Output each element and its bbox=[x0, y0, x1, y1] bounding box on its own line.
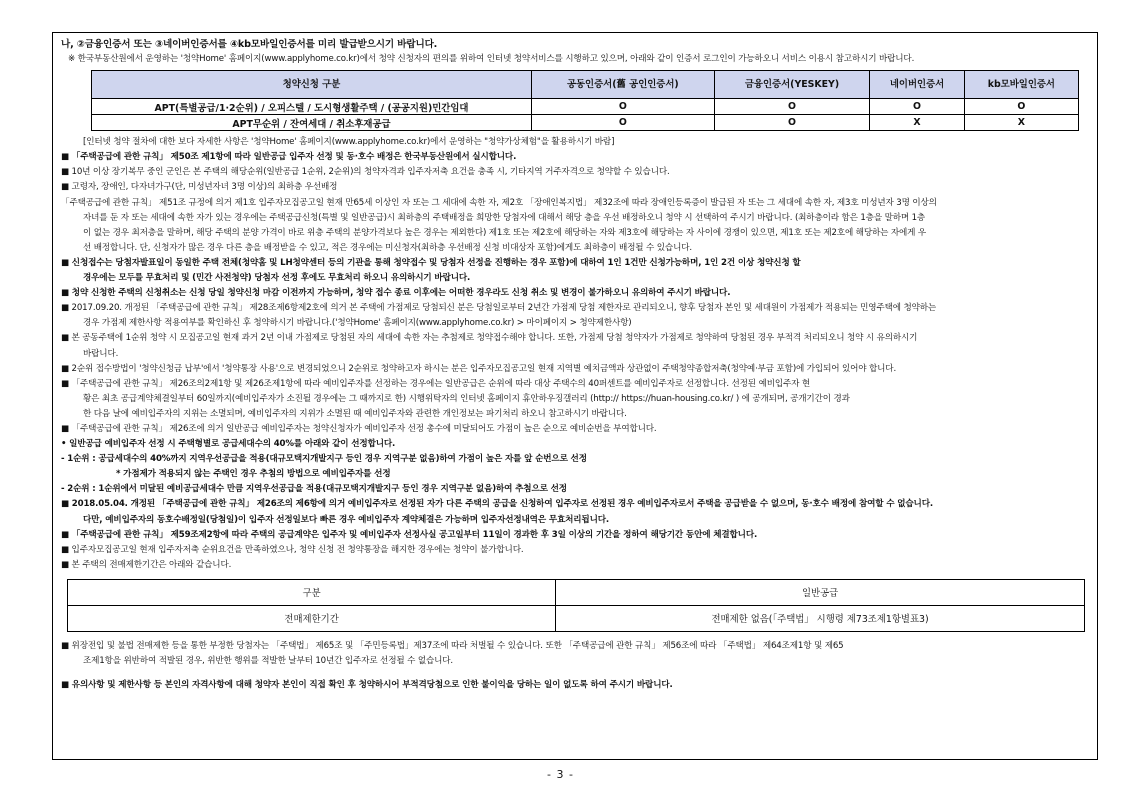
note-line: ■ 2순위 접수방법이 '청약신청금 납부'에서 '청약통장 사용'으로 변경되었으니 2순위로 청약하고자 하시는 분은 입주자모집공고일 현재 지역별 예치금액과 상관없이 주택청약종합저축(청약예·부금 포함)에 가입되어 있어야 합니다. bbox=[61, 363, 897, 374]
table-cell: X bbox=[964, 115, 1078, 131]
document-frame bbox=[52, 32, 1098, 760]
document-body bbox=[61, 37, 1089, 693]
note-line: ■ 2018.05.04. 개정된 「주택공급에 관한 규칙」 제26조의 제6항에 의거 예비입주자로 선정된 자가 다른 주택의 공급을 신청하여 입주자로 선정된 경우 예비입주자로서 주택을 공급받을 수 없으며, 동·호수 배정에 참여할 수 없습니다. bbox=[61, 499, 933, 510]
page-number: - 3 - bbox=[547, 768, 574, 781]
certificate-table bbox=[91, 70, 1079, 131]
note-line: • 일반공급 예비입주자 선정 시 주택형별로 공급세대수의 40%를 아래와 같이 선정합니다. bbox=[61, 439, 396, 450]
closing-line: 조제1항을 위반하여 적발된 경우, 위반한 행위를 적발한 날부터 10년간 입주자로 선정될 수 없습니다. bbox=[83, 656, 454, 666]
table-header-cell: 일반공급 bbox=[556, 579, 1085, 605]
note-line: ■ 본 공동주택에 1순위 청약 시 모집공고일 현재 과거 2년 이내 가점제로 당첨된 자의 세대에 속한 자는 추첨제로 청약접수해야 합니다. 또한, 가점제 당첨 청약자가 가점제로 청약하여 당첨된 경우 부적격 처리되오니 청약 시 유의하시기 bbox=[61, 333, 918, 344]
table-cell: O bbox=[714, 99, 870, 115]
table-cell: O bbox=[532, 115, 715, 131]
table-header-cell: 청약신청 구분 bbox=[92, 71, 532, 99]
note-line: 다만, 예비입주자의 동호수배정일(당첨일)이 입주자 선정일보다 빠른 경우 예비입주자 계약체결은 가능하며 입주자선정내역은 무효처리됩니다. bbox=[83, 514, 609, 525]
note-line: ■ 「주택공급에 관한 규칙」 제59조제2항에 따라 주택의 공급계약은 입주자 및 예비입주자 선정사실 공고일부터 11일이 경과한 후 3일 이상의 기간을 정하여 해당기간 동안에 체결합니다. bbox=[61, 529, 758, 540]
note-line: 경우에는 모두를 무효처리 및 (민간 사전청약) 당첨자 선정 후에도 무효처리 하오니 유의하시기 바랍니다. bbox=[83, 273, 471, 284]
intro-note: ※ 한국부동산원에서 운영하는 '청약Home' 홈페이지(www.applyhome.co.kr)에서 청약 신청자의 편의를 위하여 인터넷 청약서비스를 시행하고 있으며, 아래와 같이 인증서 로그인이 가능하오니 서비스 이용시 참고하시기 바랍니다. bbox=[68, 54, 915, 65]
note-line: ■ 입주자모집공고일 현재 입주자저축 순위요건을 만족하였으나, 청약 신청 전 청약통장을 해지한 경우에는 청약이 불가합니다. bbox=[61, 544, 524, 555]
table-header-cell: 네이버인증서 bbox=[870, 71, 964, 99]
note-line: 「주택공급에 관한 규칙」 제51조 규정에 의거 제1호 입주자모집공고일 현재 만65세 이상인 자 또는 그 세대에 속한 자, 제2호 「장애인복지법」 제32조에 따라 장애인등록증이 발급된 자 또는 그 세대에 속한 자, 제3호 미성년자 3명 이상의 bbox=[61, 197, 937, 208]
note-line: 경우 가점제 제한사항 적용여부를 확인하신 후 청약하시기 바랍니다.('청약Home' 홈페이지(www.applyhome.co.kr) > 마이페이지 > 청약제한사항) bbox=[83, 318, 632, 329]
note-line: ■ 고령자, 장애인, 다자녀가구(단, 미성년자녀 3명 이상)의 최하층 우선배정 bbox=[61, 182, 338, 193]
note-line: ■ 10년 이상 장기복무 중인 군인은 본 주택의 해당순위(일반공급 1순위, 2순위)의 청약자격과 입주자저축 요건을 충족 시, 기타지역 거주자격으로 청약할 수 있습니다. bbox=[61, 167, 670, 178]
note-line: 한 다음 날에 예비입주자의 지위는 소멸되며, 예비입주자의 지위가 소멸된 때 예비입주자와 관련한 개인정보는 파기처리 하오니 참고하시기 바랍니다. bbox=[83, 408, 627, 419]
table-header-cell: kb모바일인증서 bbox=[964, 71, 1078, 99]
note-line: 이 없는 경우 최저층을 말하며, 해당 주택의 분양 가격이 바로 위층 주택의 분양가격보다 높은 경우는 제외한다) 제1호 또는 제2호에 해당하는 자와 제3호에 해당하는 자 사이에 경쟁이 있으면, 제1호 또는 제2호에 해당하는 자에게 우 bbox=[83, 227, 927, 238]
note-line: ■ 「주택공급에 관한 규칙」 제50조 제1항에 따라 일반공급 입주자 선정 및 동·호수 배정은 한국부동산원에서 실시합니다. bbox=[61, 152, 517, 163]
table-cell: O bbox=[714, 115, 870, 131]
note-line: - 1순위 : 공급세대수의 40%까지 지역우선공급을 적용(대규모택지개발지구 등인 경우 지역구분 없음)하여 가점이 높은 자를 앞 순번으로 선정 bbox=[61, 454, 587, 465]
table-header-row bbox=[68, 579, 1085, 605]
note-line: ■ 신청접수는 당첨자발표일이 동일한 주택 전체(청약홈 및 LH청약센터 등의 기관을 통해 청약접수 및 당첨자 선정을 진행하는 경우 포함)에 대하여 1인 1건만 신청가능하며, 1인 2건 이상 청약신청 할 bbox=[61, 257, 801, 268]
table-header-row bbox=[92, 71, 1079, 99]
closing-warning: ■ 유의사항 및 제한사항 등 본인의 자격사항에 대해 청약자 본인이 직접 확인 후 청약하시어 부적격당첨으로 인한 불이익을 당하는 일이 없도록 하여 주시기 바랍니다. bbox=[61, 680, 673, 691]
note-line: [인터넷 청약 절차에 대한 보다 자세한 사항은 '청약Home' 홈페이지(www.applyhome.co.kr)에서 운영하는 "청약가상체험"을 활용하시기 바람] bbox=[83, 137, 615, 148]
table-row bbox=[68, 605, 1085, 631]
table-row bbox=[92, 99, 1079, 115]
note-line: ■ 「주택공급에 관한 규칙」 제26조에 의거 일반공급 예비입주자는 청약신청자가 예비입주자 선정 총수에 미달되어도 가점이 높은 순으로 예비순번을 부여합니다. bbox=[61, 423, 657, 434]
note-line: 선 배정합니다. 단, 신청자가 많은 경우 다른 층을 배정받을 수 있고, 적은 경우에는 미신청자(최하층 우선배정 신청 비대상자 포함)에게도 최하층이 배정될 수 있습니다. bbox=[83, 242, 692, 253]
note-line: - 2순위 : 1순위에서 미달된 예비공급세대수 만큼 지역우선공급을 적용(대규모택지개발지구 등인 경우 지역구분 없음)하여 추첨으로 선정 bbox=[61, 484, 567, 495]
table-header-cell: 구분 bbox=[68, 579, 556, 605]
note-line: * 가점제가 적용되지 않는 주택인 경우 추첨의 방법으로 예비입주자를 선정 bbox=[116, 469, 391, 480]
table-cell: O bbox=[964, 99, 1078, 115]
resale-table bbox=[67, 579, 1085, 632]
table-cell: APT(특별공급/1·2순위) / 오피스텔 / 도시형생활주택 / (공공지원)민간임대 bbox=[92, 99, 532, 115]
table-row bbox=[92, 115, 1079, 131]
note-line: 바랍니다. bbox=[83, 348, 119, 359]
table-cell: 전매제한기간 bbox=[68, 605, 556, 631]
table-header-cell: 공동인증서(舊 공인인증서) bbox=[532, 71, 715, 99]
intro-line: 나, ②금융인증서 또는 ③네이버인증서를 ④kb모바일인증서를 미리 발급받으시기 바랍니다. bbox=[61, 39, 438, 50]
note-line: 황은 최초 공급계약체결일부터 60일까지(예비입주자가 소진될 경우에는 그 때까지로 한) 시행위탁자의 인터넷 홈페이지 휴안하우징갤러리 (http:// https://huan-housing.co.kr/ ) 에 공개되며, 공개기간이 경과 bbox=[83, 393, 850, 404]
table-cell: APT무순위 / 잔여세대 / 취소후재공급 bbox=[92, 115, 532, 131]
note-line: ■ 본 주택의 전매제한기간은 아래와 같습니다. bbox=[61, 559, 232, 570]
note-line: ■ 「주택공급에 관한 규칙」 제26조의2제1항 및 제26조제1항에 따라 예비입주자를 선정하는 경우에는 일반공급은 순위에 따라 대상 주택수의 40퍼센트를 예비입주자로 선정합니다. 선정된 예비입주자 현 bbox=[61, 378, 811, 389]
note-line: ■ 청약 신청한 주택의 신청취소는 신청 당일 청약신청 마감 이전까지 가능하며, 청약 접수 종료 이후에는 어떠한 경우라도 신청 취소 및 변경이 불가하오니 유의하여 주시기 바랍니다. bbox=[61, 288, 731, 299]
note-line: 자녀를 둔 자 또는 세대에 속한 자가 있는 경우에는 주택공급신청(특별 및 일반공급)시 최하층의 주택배정을 희망한 당첨자에 대해서 해당 층을 우선 배정하오니 청약 시 선택하여 주시기 바랍니다. (최하층이라 함은 1층을 말하며 1층 bbox=[83, 212, 926, 223]
table-cell: O bbox=[532, 99, 715, 115]
note-line: ■ 2017.09.20. 개정된 「주택공급에 관한 규칙」 제28조제6항제2호에 의거 본 주택에 가점제로 당첨되신 분은 당첨일로부터 2년간 가점제 당첨 제한자로 관리되오니, 향후 당첨자 본인 및 세대원이 가점제가 적용되는 민영주택에 청약하는 bbox=[61, 303, 937, 314]
table-cell: X bbox=[870, 115, 964, 131]
table-cell: O bbox=[870, 99, 964, 115]
closing-line: ■ 위장전입 및 불법 전매제한 등을 통한 부정한 당첨자는 「주택법」 제65조 및 「주민등록법」제37조에 따라 처벌될 수 있습니다. 또한 「주택공급에 관한 규칙」 제56조에 따라 「주택법」 제64조제1항 및 제65 bbox=[61, 640, 844, 651]
table-header-cell: 금융인증서(YESKEY) bbox=[714, 71, 870, 99]
table-cell: 전매제한 없음(「주택법」 시행령 제73조제1항별표3) bbox=[556, 605, 1085, 631]
